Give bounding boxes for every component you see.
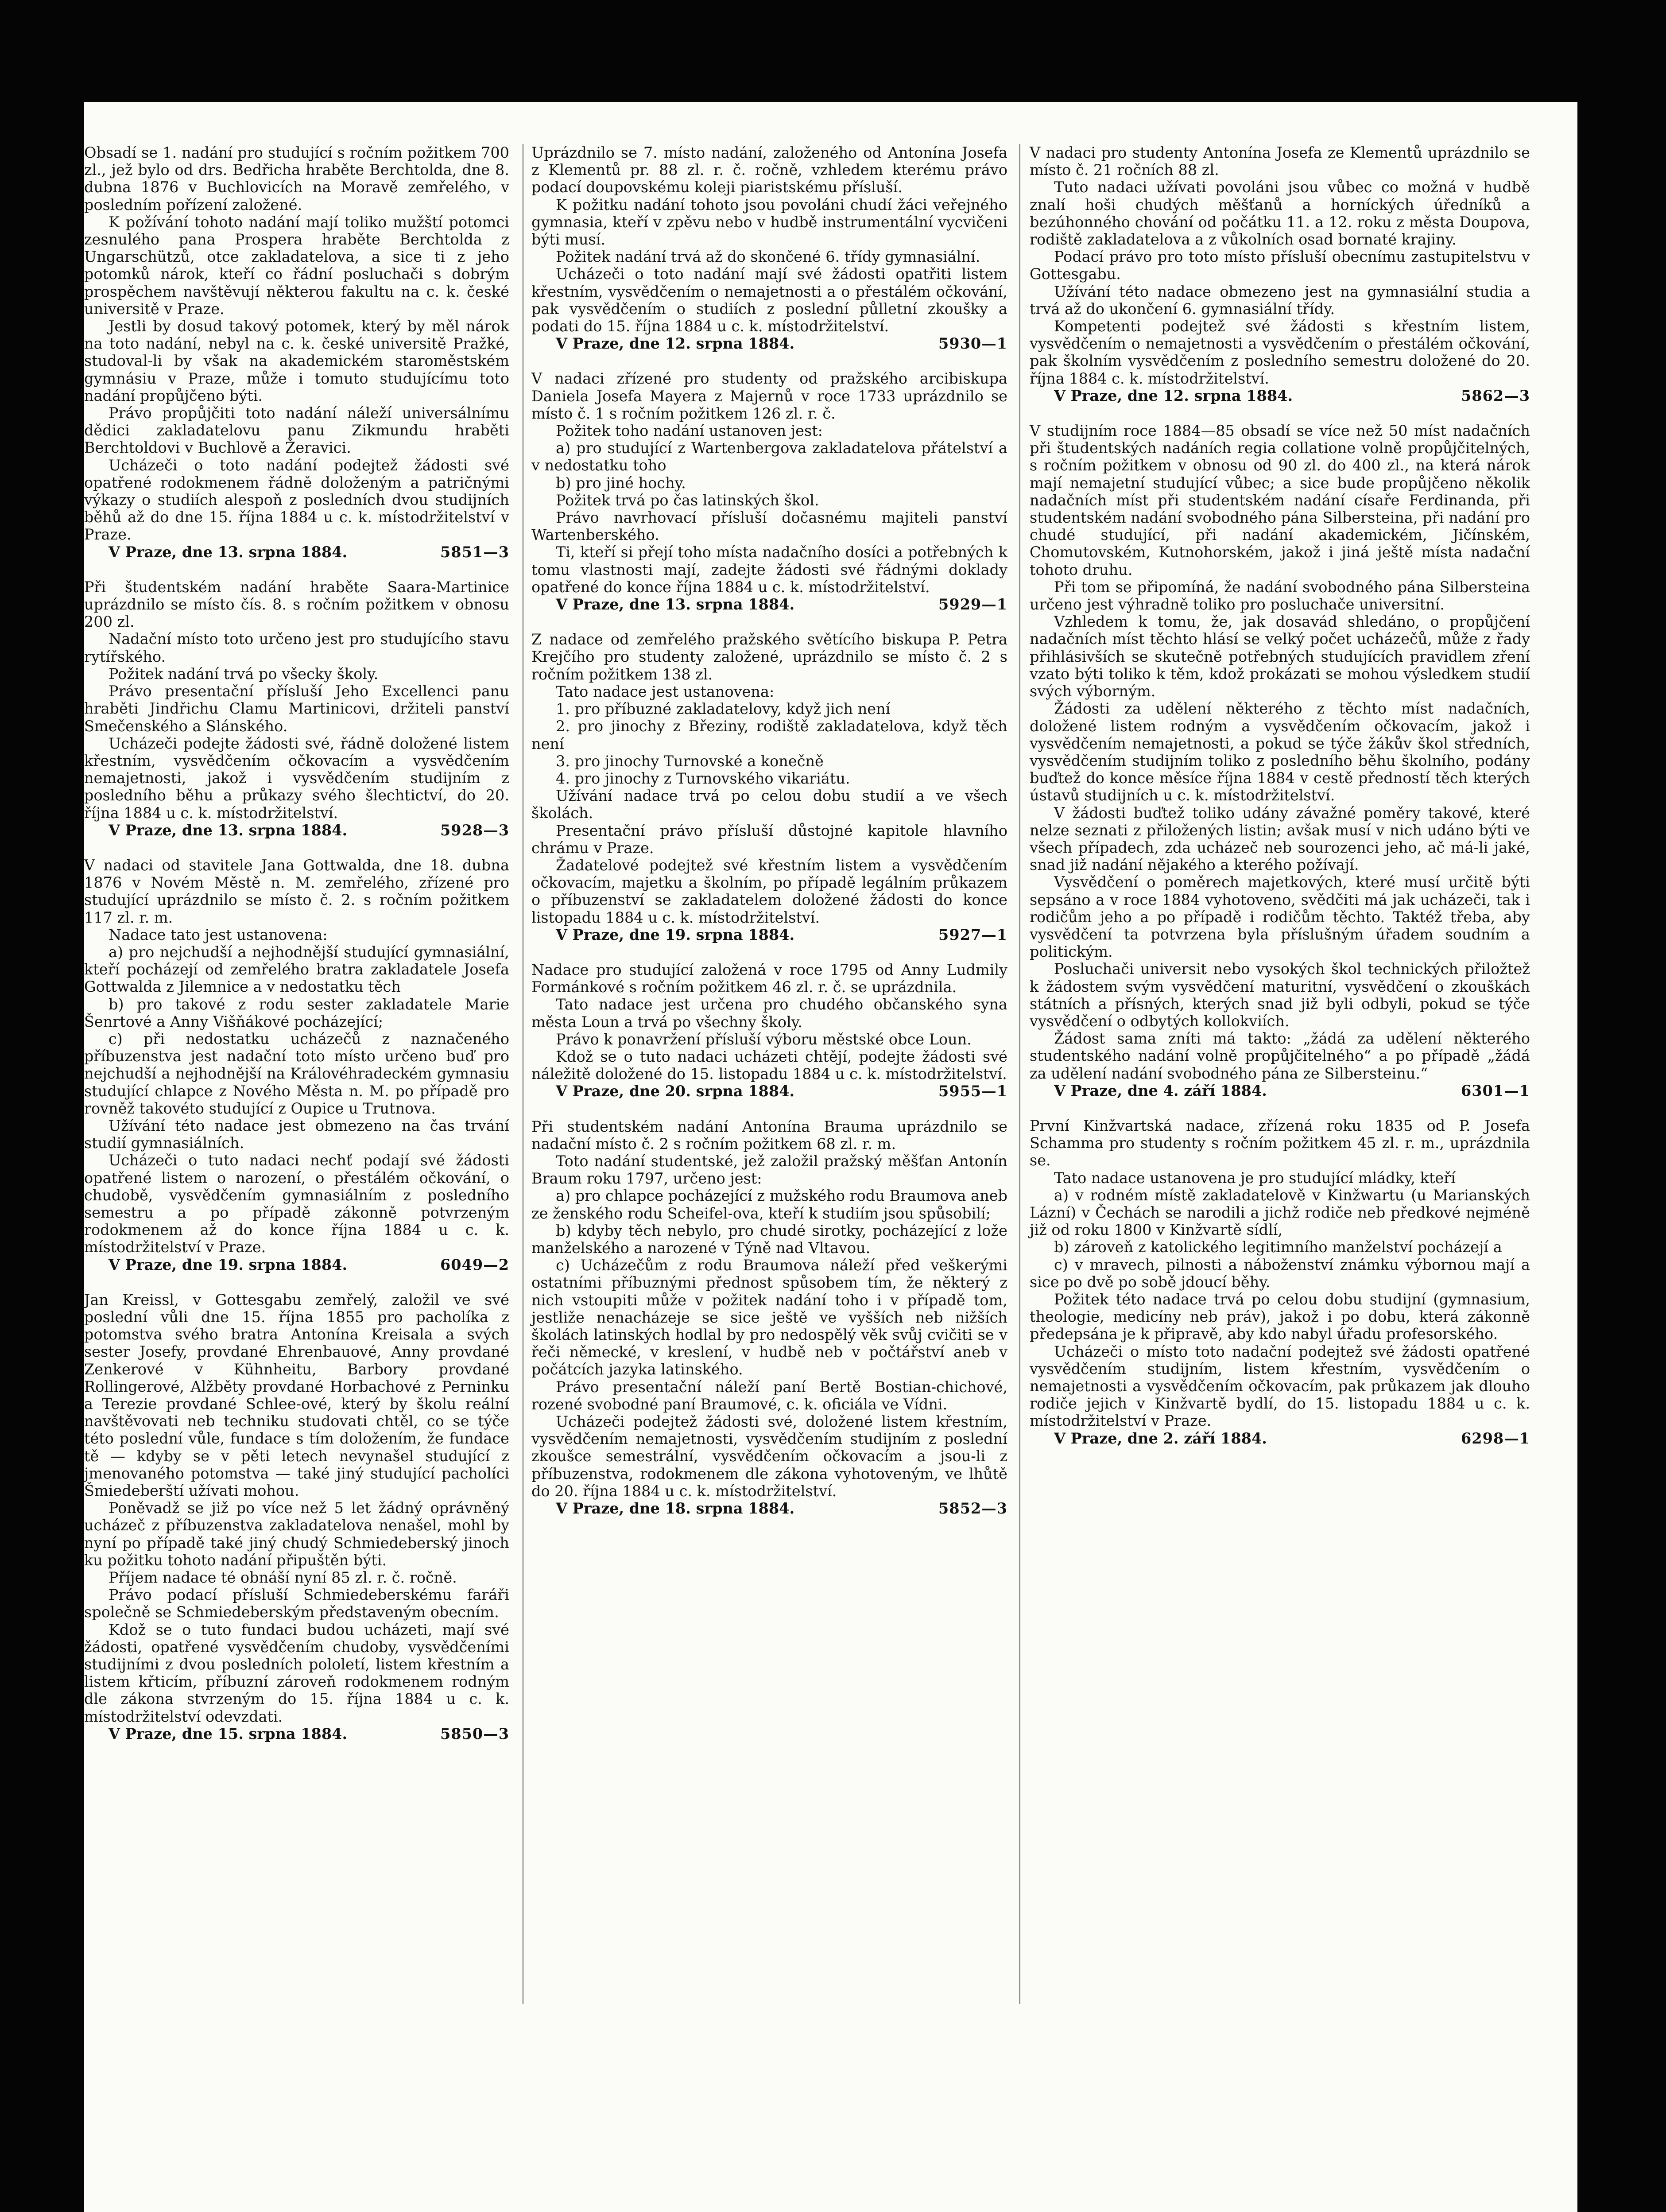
notice-gottwald-foundation bbox=[84, 857, 509, 1273]
notice-paragraph: 1. pro příbuzné zakladatelovy, když jich není bbox=[556, 700, 891, 718]
notice-paragraph: V nadaci pro studenty Antonína Josefa ze Klementů uprázdnilo se místo č. 21 ročních 88 zl. bbox=[1030, 144, 1530, 179]
notice-paragraph: Právo navrhovací přísluší dočasnému majiteli panství Wartenberského. bbox=[531, 509, 1007, 544]
notice-paragraph: Kdož se o tuto nadaci ucházeti chtějí, podejte žádosti své náležitě doložené do 15. listopadu 1884 u c. k. místodržitelství. bbox=[531, 1048, 1007, 1083]
notice-paragraph: c) v mravech, pilnosti a náboženství známku výbornou mají a sice po dvě po sobě jdoucí běhy. bbox=[1030, 1256, 1530, 1291]
notice-date: V Praze, dne 19. srpna 1884. bbox=[556, 926, 795, 943]
notice-paragraph: Tato nadace jest určena pro chudého občanského syna města Loun a trvá po všechny školy. bbox=[531, 996, 1007, 1031]
notice-ref: 6301—1 bbox=[1461, 1082, 1530, 1099]
notice-ref: 5955—1 bbox=[938, 1083, 1007, 1100]
notice-paragraph: Příjem nadace té obnáší nyní 85 zl. r. č. ročně. bbox=[108, 1569, 457, 1587]
scan-border-right bbox=[1577, 0, 1666, 2212]
notice-paragraph: 2. pro jinochy z Březiny, rodiště zakladatelova, když těch není bbox=[531, 718, 1007, 753]
notice-paragraph: Ucházeči o toto nadání mají své žádosti opatřiti listem křestním, vysvědčením o nemajetnosti a o přestálém očkování, pak vysvědčením o studiích z poslední půlletní zkoušky a podati do 15. října 1884 u c. k. místodržitelství. bbox=[531, 265, 1007, 335]
column-divider bbox=[1019, 144, 1020, 2004]
notice-ref: 6049—2 bbox=[440, 1256, 509, 1273]
notice-ref: 5930—1 bbox=[938, 335, 1007, 353]
notice-krejci-foundation bbox=[531, 631, 1007, 943]
scan-border-left bbox=[0, 0, 84, 2212]
notice-kreissl-foundation bbox=[84, 1291, 509, 1742]
notice-signature bbox=[84, 1256, 509, 1273]
notice-ref: 5929—1 bbox=[938, 596, 1007, 613]
notice-ref: 5928—3 bbox=[440, 821, 509, 839]
notice-ref: 5850—3 bbox=[440, 1725, 509, 1742]
newspaper-page bbox=[84, 102, 1577, 2212]
scan-border-top bbox=[0, 0, 1666, 102]
notice-paragraph: Požitek nadání trvá po všecky školy. bbox=[108, 665, 379, 683]
notice-paragraph: b) pro takové z rodu sester zakladatele Marie Šenrtové a Anny Višňákové pocházející; bbox=[84, 995, 509, 1030]
notice-date: V Praze, dne 18. srpna 1884. bbox=[556, 1500, 795, 1517]
notice-paragraph: Žádosti za udělení některého z těchto míst nadačních, doložené listem rodným a vysvědčením očkovacím, jakož i vysvědčením nemajetnosti, a pokud se týče žákův škol středních, vysvědčením studijním toliko z posledního běhu školního, podány buďtež do konce měsíce října 1884 v cestě předností těch kterých ústavů studijních u c. k. místodržitelství. bbox=[1030, 700, 1530, 804]
notice-date: V Praze, dne 15. srpna 1884. bbox=[108, 1725, 348, 1742]
notice-paragraph: Požitek trvá po čas latinských škol. bbox=[556, 491, 819, 509]
notice-signature bbox=[531, 335, 1007, 352]
notice-date: V Praze, dne 13. srpna 1884. bbox=[108, 821, 348, 839]
notice-paragraph: Ucházeči o tuto nadaci nechť podají své žádosti opatřené listem o narození, o přestálém očkování, o chudobě, vysvědčením gymnasiálním z posledního semestru a po případě zákonně potvrzeným rodokmenem až do konce října 1884 u c. k. místodržitelství v Praze. bbox=[84, 1152, 509, 1256]
notice-date: V Praze, dne 13. srpna 1884. bbox=[556, 596, 795, 613]
notice-paragraph: Užívání nadace trvá po celou dobu studií a ve všech školách. bbox=[531, 787, 1007, 822]
notice-paragraph: a) pro nejchudší a nejhodnější studující gymnasiální, kteří pocházejí od zemřelého bratra zakladatele Josefa Gottwalda z Jilemnice a v nedostatku těch bbox=[84, 943, 509, 996]
notice-paragraph: Ucházeči o toto nadání podejtež žádosti své opatřené rodokmenem řádně doloženým a patričnými výkazy o studiích alespoň z posledních dvou studijních běhů až do dne 15. října 1884 u c. k. místodržitelství v Praze. bbox=[84, 456, 509, 543]
notice-signature bbox=[84, 1725, 509, 1742]
notice-date: V Praze, dne 4. září 1884. bbox=[1054, 1082, 1267, 1099]
notice-paragraph: Jestli by dosud takový potomek, který by měl nárok na toto nadání, nebyl na c. k. české universitě Pražké, studoval-li by však na akademickém staroměstském gymnásiu v Praze, může i tomuto studujícímu toto nadání propůjčeno býti. bbox=[84, 318, 509, 404]
notice-paragraph: Požitek toho nadání ustanoven jest: bbox=[556, 422, 823, 440]
column-1 bbox=[84, 144, 509, 1760]
notice-mayer-foundation bbox=[531, 370, 1007, 613]
notice-klementu-doupov-foundation bbox=[531, 144, 1007, 352]
notice-paragraph: Požitek nadání trvá až do skončené 6. třídy gymnasiální. bbox=[556, 248, 980, 266]
notice-date: V Praze, dne 12. srpna 1884. bbox=[556, 335, 795, 353]
notice-paragraph: Při studentském nadání Antonína Brauma uprázdnilo se nadační místo č. 2 s ročním požitkem 68 zl. r. m. bbox=[531, 1118, 1007, 1153]
notice-paragraph: Právo podací přísluší Schmiedeberskému faráři společně se Schmiedeberským představeným obecním. bbox=[84, 1586, 509, 1621]
notice-klementu-gottesgab-foundation bbox=[1030, 144, 1530, 404]
notice-braum-foundation bbox=[531, 1118, 1007, 1517]
notice-paragraph: Uprázdnilo se 7. místo nadání, založeného od Antonína Josefa z Klementů pr. 88 zl. r. č. ročně, vzhledem kterému právo podací doupovskému koleji piaristskému přísluší. bbox=[531, 144, 1007, 196]
notice-paragraph: Jan Kreissl, v Gottesgabu zemřelý, založil ve své poslední vůli dne 15. října 1855 pro pacholíka z potomstva svého bratra Antonína Kreisala a svých sester Josefy, provdané Ehrenbauové, Anny provdané Zenkerové v Kühnheitu, Barbory provdané Rollingerové, Alžběty provdané Horbachové z Perninku a Terezie provdané Schlee-ové, který by školu reální navštěvovati neb techniku studovati chtěl, co se týče této poslední vůle, fundace s tím doložením, že fundace tě — kdyby se v pěti letech nevynašel studující z jmenovaného potomstva — také jiný studující pacholíci Šmiedeberští užívati mohou. bbox=[84, 1291, 509, 1500]
notice-paragraph: V nadaci od stavitele Jana Gottwalda, dne 18. dubna 1876 v Novém Městě n. M. zemřelého, zřízené pro studující uprázdnilo se místo č. 2. s ročním požitkem 117 zl. r. m. bbox=[84, 856, 509, 926]
notice-paragraph: V žádosti buďtež toliko udány závažné poměry takové, které nelze seznati z přiložených listin; avšak musí v nich udáno býti ve všech případech, zda ucházeč neb sourozenci jeho, ač má-li jaké, snad již nadání nějakého a kterého požívají. bbox=[1030, 804, 1530, 874]
notice-paragraph: Tato nadace jest ustanovena: bbox=[556, 683, 775, 700]
notice-paragraph: Právo k ponavržení přísluší výboru městské obce Loun. bbox=[556, 1030, 972, 1048]
notice-signature bbox=[531, 1500, 1007, 1517]
notice-date: V Praze, dne 13. srpna 1884. bbox=[108, 543, 348, 561]
notice-paragraph: c) Ucházečům z rodu Braumova náleží před veškerými ostatními příbuznými přednost spůsobem tím, že některý z nich vstoupiti může v požitek nadání toho i v případě tom, jestliže nenacházeje se sice ještě ve vyšších neb nižších školách latinských hodlal by pro nedospělý věk svůj cvičiti se v řeči německé, v kreslení, v hudbě neb v počtářství aneb v počátcích jazyka latinského. bbox=[531, 1257, 1007, 1378]
notice-date: V Praze, dne 19. srpna 1884. bbox=[108, 1256, 348, 1273]
notice-paragraph: Žadatelové podejtež své křestním listem a vysvědčením očkovacím, majetku a školním, po případě legálním průkazem o příbuzenství se zakladatelem doložené žádosti do konce listopadu 1884 u c. k. místodržitelství. bbox=[531, 856, 1007, 926]
notice-paragraph: Ti, kteří si přejí toho místa nadačního dosíci a potřebných k tomu vlastnosti mají, zadejte žádosti své řádnými doklady opatřené do konce října 1884 u c. k. místodržitelství. bbox=[531, 543, 1007, 596]
notice-ref: 5851—3 bbox=[440, 543, 509, 561]
notice-paragraph: b) zároveň z katolického legitimního manželství pocházejí a bbox=[1054, 1238, 1502, 1256]
column-2 bbox=[531, 144, 1007, 1535]
notice-signature bbox=[531, 926, 1007, 943]
notice-paragraph: Právo presentační přísluší Jeho Excellenci panu hraběti Jindřichu Clamu Martinicovi, držiteli panství Smečenského a Slánského. bbox=[84, 683, 509, 735]
notice-paragraph: Ucházeči podejtež žádosti své, doložené listem křestním, vysvědčením nemajetnosti, vysvědčením studijním z poslední zkoušce semestrální, vysvědčením očkovacím a jsou-li z příbuzenstva, rodokmenem dle zákona vyhotoveným, ve lhůtě do 20. října 1884 u c. k. místodržitelství. bbox=[531, 1413, 1007, 1500]
notice-paragraph: V studijním roce 1884—85 obsadí se více než 50 míst nadačních při študentských nadáních regia collatione volně propůjčitelných, s ročním požitkem v obnosu od 90 zl. do 400 zl., na která nárok mají nemajetní studující vůbec; a sice bude propůjčeno několik nadačních míst při studentském nadání císaře Ferdinanda, při studentském nadání svobodného pána Silbersteina, při nadání pro chudé studující, při nadání akademickém, Jičínském, Chomutovském, Kutnohorském, jakož i jiná ještě místa nadační tohoto druhu. bbox=[1030, 422, 1530, 578]
notice-ref: 5927—1 bbox=[938, 926, 1007, 943]
notice-paragraph: Obsadí se 1. nadání pro studující s ročním požitkem 700 zl., jež bylo od drs. Bedřicha hraběte Berchtolda, dne 8. dubna 1876 v Buchlovicích na Moravě zemřelého, v posledním pořízení založené. bbox=[84, 144, 509, 213]
notice-paragraph: Toto nadání studentské, jež založil pražský měšťan Antonín Braum roku 1797, určeno jest: bbox=[531, 1152, 1007, 1187]
notice-paragraph: 3. pro jinochy Turnovské a konečně bbox=[556, 752, 824, 770]
notice-paragraph: Kdož se o tuto fundaci budou ucházeti, mají své žádosti, opatřené vysvědčením chudoby, vysvědčeními studijními z dvou posledních pololetí, listem křestním a listem křticím, příbuzní zároveň rodokmenem rodným dle zákona stvrzeným do 15. října 1884 u c. k. místodržitelství odevzdati. bbox=[84, 1621, 509, 1725]
notice-date: V Praze, dne 2. září 1884. bbox=[1054, 1429, 1267, 1447]
notice-paragraph: Užívání této nadace obmezeno jest na gymnasiální studia a trvá až do ukončení 6. gymnasiální třídy. bbox=[1030, 283, 1530, 318]
notice-paragraph: Žádost sama zníti má takto: „žádá za udělení některého studentského nadání volně propůjčitelného“ a po případě „žádá za udělení nadání svobodného pána ze Silbersteinu.“ bbox=[1030, 1030, 1530, 1082]
notice-date: V Praze, dne 12. srpna 1884. bbox=[1054, 387, 1293, 404]
notice-signature bbox=[1030, 1430, 1530, 1447]
notice-paragraph: Při tom se připomíná, že nadání svobodného pána Silbersteina určeno jest výhradně toliko pro posluchače universitní. bbox=[1030, 578, 1530, 613]
notice-paragraph: 4. pro jinochy z Turnovského vikariátu. bbox=[556, 769, 850, 787]
notice-paragraph: Podací právo pro toto místo přísluší obecnímu zastupitelstvu v Gottesgabu. bbox=[1030, 248, 1530, 283]
notice-paragraph: b) pro jiné hochy. bbox=[556, 474, 686, 492]
notice-paragraph: První Kinžvartská nadace, zřízená roku 1835 od P. Josefa Schamma pro studenty s ročním požitkem 45 zl. r. m., uprázdnila se. bbox=[1030, 1117, 1530, 1169]
notice-saar-martinic-foundation bbox=[84, 578, 509, 839]
notice-paragraph: a) v rodném místě zakladatelově v Kinžwartu (u Marianských Lázní) v Čechách se narodili a jichž rodiče neb předkové nejméně již od roku 1800 v Kinžvartě sídlí, bbox=[1030, 1186, 1530, 1239]
notice-signature bbox=[1030, 387, 1530, 404]
notice-ref: 5852—3 bbox=[938, 1500, 1007, 1517]
notice-paragraph: Poněvadž se již po více než 5 let žádný oprávněný ucházeč z příbuzenstva zakladatelova nenašel, mohl by nyní po případě také jiný chudý Schmiedeberský jinoch ku požitku tohoto nadání připuštěn býti. bbox=[84, 1499, 509, 1569]
notice-paragraph: a) pro studující z Wartenbergova zakladatelova přátelství a v nedostatku toho bbox=[531, 439, 1007, 474]
column-3 bbox=[1030, 144, 1530, 1465]
notice-paragraph: Právo presentační náleží paní Bertě Bostian-chichové, rozené svobodné paní Braumové, c. k. oficiála ve Vídni. bbox=[531, 1378, 1007, 1413]
notice-formankova-foundation bbox=[531, 961, 1007, 1100]
notice-berchtold-foundation bbox=[84, 144, 509, 561]
notice-paragraph: Tuto nadaci užívati povoláni jsou vůbec co možná v hudbě znalí hoši chudých měšťanů a horníckých úředníků a bezúhonného chování od počátku 11. a 12. roku z města Doupova, rodiště zakladatelova a z vůkolních osad bornaté krajiny. bbox=[1030, 179, 1530, 248]
notice-paragraph: Vzhledem k tomu, že, jak dosavád shledáno, o propůjčení nadačních míst těchto hlásí se velký počet ucházečů, může z řady přihlásivších se skutečně potřebných studujících pravidlem zření vzato býti toliko k těm, kdož prokázati se mohou výsledkem studií svých výborným. bbox=[1030, 613, 1530, 700]
notice-paragraph: K požívání tohoto nadání mají toliko mužští potomci zesnulého pana Prospera hraběte Berchtolda z Ungarschützů, otce zakladatelova, a sice ti z jeho potomků nárok, kteří co řádní posluchači s dobrým prospěchem navštěvují některou fakultu na c. k. české universitě v Praze. bbox=[84, 213, 509, 318]
notice-paragraph: Tato nadace ustanovena je pro studující mládky, kteří bbox=[1054, 1169, 1456, 1187]
notice-signature bbox=[1030, 1082, 1530, 1099]
notice-ref: 6298—1 bbox=[1461, 1429, 1530, 1447]
notice-paragraph: Kompetenti podejtež své žádosti s křestním listem, vysvědčením o nemajetnosti a vysvědčením o přestálém očkování, pak školním vysvědčením z posledního semestru doložené do 20. října 1884 c. k. místodržitelství. bbox=[1030, 318, 1530, 387]
notice-paragraph: Posluchači universit nebo vysokých škol technických přiložtež k žádostem svým vysvědčení maturitní, vysvědčení o zkouškách státních a přísných, kterých snad již byli odbyli, pokud se týče vysvědčení o odbytých kollokviích. bbox=[1030, 960, 1530, 1030]
notice-paragraph: Nadace tato jest ustanovena: bbox=[108, 926, 328, 943]
notice-paragraph: Vysvědčení o poměrech majetkových, které musí určitě býti sepsáno a v roce 1884 vyhotoveno, svědčiti má jak ucházeči, tak i rodičům jeho a po případě i rodičům těchto. Taktéž třeba, aby vysvědčení ta potvrzena byla příslušným úřadem soudním a politickým. bbox=[1030, 873, 1530, 961]
notice-signature bbox=[531, 1083, 1007, 1100]
notice-ref: 5862—3 bbox=[1461, 387, 1530, 404]
notice-paragraph: Nadace pro studující založená v roce 1795 od Anny Ludmily Formánkové s ročním požitkem 46 zl. r. č. se uprázdnila. bbox=[531, 961, 1007, 996]
notice-paragraph: Nadační místo toto určeno jest pro studujícího stavu rytířského. bbox=[84, 630, 509, 665]
notice-kinzvart-foundation bbox=[1030, 1117, 1530, 1447]
notice-regia-collatione-foundations bbox=[1030, 422, 1530, 1099]
notice-paragraph: Požitek této nadace trvá po celou dobu studijní (gymnasium, theologie, medicíny neb práv), jakož i po dobu, která zákonně předepsána je k připravě, aby kdo nabyl úřadu profesorského. bbox=[1030, 1291, 1530, 1343]
notice-paragraph: Užívání této nadace jest obmezeno na čas trvání studií gymnasiálních. bbox=[84, 1117, 509, 1152]
notice-signature bbox=[84, 822, 509, 839]
notice-paragraph: K požitku nadání tohoto jsou povoláni chudí žáci veřejného gymnasia, kteří v zpěvu nebo v hudbě instrumentální vycvičeni býti musí. bbox=[531, 196, 1007, 248]
notice-paragraph: Z nadace od zemřelého pražského světícího biskupa P. Petra Krejčího pro studenty založené, uprázdnilo se místo č. 2 s ročním požitkem 138 zl. bbox=[531, 631, 1007, 683]
notice-paragraph: Ucházeči podejte žádosti své, řádně doložené listem křestním, vysvědčením očkovacím a vysvědčením nemajetnosti, jakož i vysvědčením studijním z posledního běhu a průkazy svého šlechtictví, do 20. října 1884 u c. k. místodržitelství. bbox=[84, 734, 509, 822]
notice-paragraph: Při študentském nadání hraběte Saara-Martinice uprázdnilo se místo čís. 8. s ročním požitkem v obnosu 200 zl. bbox=[84, 578, 509, 631]
notice-paragraph: Právo propůjčiti toto nadání náleží universálnímu dědici zakladatelovu panu Zikmundu hraběti Berchtoldovi v Buchlově a Žeravici. bbox=[84, 404, 509, 457]
notice-paragraph: Ucházeči o místo toto nadační podejtež své žádosti opatřené vysvědčením studijním, listem křestním, vysvědčením o nemajetnosti a vysvědčením očkovacím, pak průkazem jak dlouho rodiče jejich v Kinžvartě bydlí, do 15. listopadu 1884 u c. k. místodržitelství v Praze. bbox=[1030, 1343, 1530, 1430]
notice-paragraph: a) pro chlapce pocházející z mužského rodu Braumova aneb ze ženského rodu Scheifel-ova, kteří k studiím jsou spůsobilí; bbox=[531, 1187, 1007, 1222]
notice-paragraph: b) kdyby těch nebylo, pro chudé sirotky, pocházející z lože manželského a narozené v Týně nad Vltavou. bbox=[531, 1222, 1007, 1257]
notice-signature bbox=[531, 596, 1007, 613]
notice-paragraph: c) při nedostatku ucházečů z naznačeného příbuzenstva jest nadační toto místo určeno buď pro nejchudší a nejhodnější na Královéhradeckém gymnasiu studující chlapce z Nového Města n. M. po případě pro rovněž takovéto studující z Oupice u Trutnova. bbox=[84, 1030, 509, 1117]
notice-paragraph: V nadaci zřízené pro studenty od pražského arcibiskupa Daniela Josefa Mayera z Majernů v roce 1733 uprázdnilo se místo č. 1 s ročním požitkem 126 zl. r. č. bbox=[531, 370, 1007, 422]
notice-date: V Praze, dne 20. srpna 1884. bbox=[556, 1083, 795, 1100]
notice-paragraph: Presentační právo přísluší důstojné kapitole hlavního chrámu v Praze. bbox=[531, 822, 1007, 857]
notice-signature bbox=[84, 543, 509, 561]
